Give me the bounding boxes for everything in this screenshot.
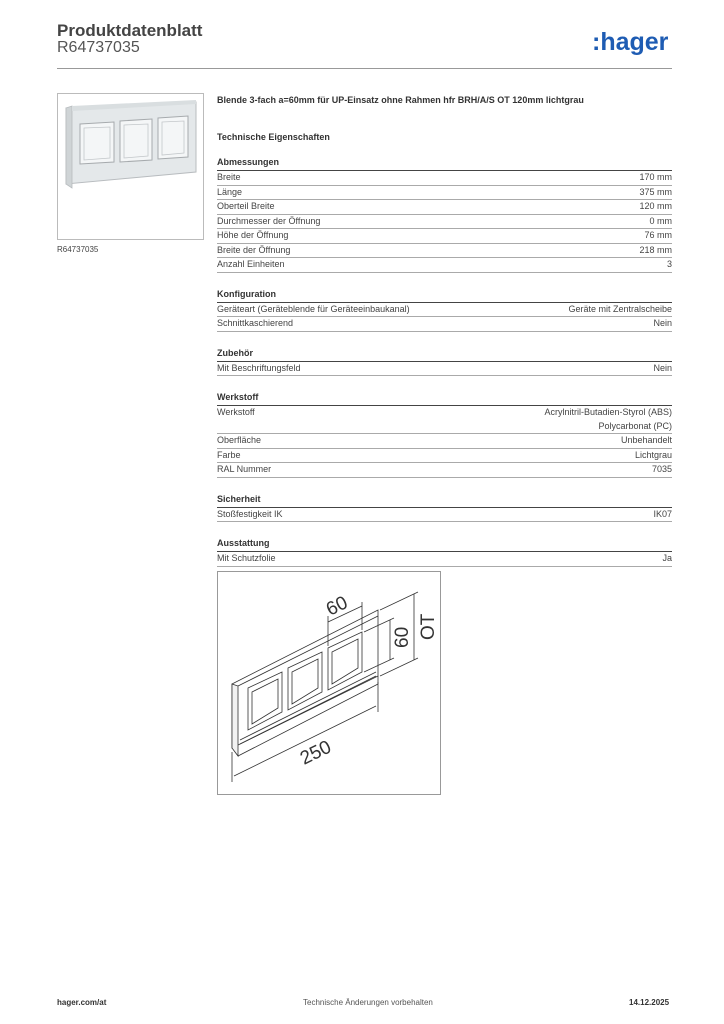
property-label: Breite	[217, 172, 241, 182]
property-value	[653, 508, 672, 522]
property-value-line: 76 mm	[644, 230, 672, 240]
thumbnail-caption: R64737035	[57, 245, 99, 254]
property-value-line: 218 mm	[639, 244, 672, 255]
property-value-line: IK07	[653, 508, 672, 519]
property-row	[217, 186, 672, 201]
property-value	[662, 552, 672, 566]
footer-date: 14.12.2025	[629, 998, 670, 1007]
property-value-line: Polycarbonat (PC)	[598, 420, 672, 431]
property-value-line: 375 mm	[639, 186, 672, 197]
property-sections	[217, 155, 672, 567]
property-label: Breite der Öffnung	[217, 244, 291, 255]
property-label: Höhe der Öffnung	[217, 230, 289, 240]
dimension-opening-height-label: 60	[392, 626, 413, 648]
property-value	[639, 200, 672, 214]
property-row	[217, 200, 672, 215]
property-value-line: Lichtgrau	[634, 449, 672, 460]
property-value-line: 3	[666, 259, 672, 269]
property-value-line: 170 mm	[639, 172, 672, 182]
property-row	[217, 406, 672, 434]
section-heading: Zubehör	[217, 347, 253, 358]
property-label: Länge	[217, 186, 243, 197]
property-row	[217, 258, 672, 273]
property-value-line: Nein	[653, 318, 672, 328]
property-label: Farbe	[217, 449, 241, 460]
property-row	[217, 449, 672, 464]
property-value	[644, 229, 672, 243]
section-heading: Werkstoff	[217, 392, 259, 402]
property-value-line: 120 mm	[639, 201, 672, 211]
logo-text: :hager	[592, 28, 669, 56]
property-value-line: Ja	[662, 553, 672, 563]
property-row	[217, 244, 672, 259]
footer-notice: Technische Änderungen vorbehalten	[303, 998, 433, 1007]
property-label: RAL Nummer	[217, 464, 272, 474]
property-row	[217, 362, 672, 377]
property-label: Mit Beschriftungsfeld	[217, 362, 301, 373]
section-heading: Konfiguration	[217, 288, 276, 299]
property-value-line: Geräte mit Zentralscheibe	[568, 303, 672, 314]
footer-website[interactable]: hager.com/at	[57, 998, 107, 1007]
property-row	[217, 434, 672, 449]
property-value	[635, 449, 672, 463]
property-value-line: Nein	[653, 362, 672, 373]
property-row	[217, 508, 672, 523]
header-divider	[57, 68, 672, 69]
property-value-line: 0 mm	[649, 215, 672, 226]
dimension-opening-width-label: 60	[322, 592, 352, 621]
document-title: Produktdatenblatt	[57, 21, 203, 40]
property-label: Durchmesser der Öffnung	[217, 215, 321, 226]
property-label: Schnittkaschierend	[217, 318, 294, 328]
section-heading: Ausstattung	[217, 538, 270, 548]
hager-logo	[590, 27, 680, 57]
property-value	[639, 186, 672, 200]
property-row	[217, 215, 672, 230]
property-value	[639, 171, 672, 185]
property-value	[653, 362, 672, 376]
section-heading: Sicherheit	[217, 493, 261, 504]
section-heading: Abmessungen	[217, 157, 280, 167]
property-value	[639, 244, 672, 258]
thumbnail-illustration	[58, 94, 203, 239]
property-value	[621, 434, 672, 448]
property-label: Stoßfestigkeit IK	[217, 508, 283, 519]
dimension-width-label: 250	[296, 736, 335, 770]
property-label: Mit Schutzfolie	[217, 553, 276, 563]
dimension-top-label: OT	[418, 613, 439, 640]
property-label: Anzahl Einheiten	[217, 259, 285, 269]
property-label: Geräteart (Geräteblende für Geräteeinbaukanal)	[217, 303, 410, 314]
property-value	[544, 406, 672, 433]
technical-properties-heading: Technische Eigenschaften	[217, 132, 330, 142]
property-value	[568, 303, 672, 317]
product-content	[217, 93, 672, 603]
property-value	[653, 317, 672, 331]
property-value	[667, 258, 672, 272]
product-thumbnail	[57, 93, 204, 240]
property-label: Werkstoff	[217, 407, 255, 417]
property-label: Oberteil Breite	[217, 201, 275, 211]
property-value-line: Unbehandelt	[620, 435, 672, 445]
technical-drawing	[218, 572, 440, 794]
article-number: R64737035	[57, 39, 140, 56]
property-row	[217, 229, 672, 244]
property-value	[650, 215, 673, 229]
property-row	[217, 303, 672, 318]
property-row	[217, 317, 672, 332]
property-value-line: 7035	[651, 464, 672, 474]
property-row	[217, 552, 672, 567]
property-value-line: Acrylnitril-Butadien-Styrol (ABS)	[544, 407, 672, 417]
property-row	[217, 463, 672, 478]
product-description: Blende 3-fach a=60mm für UP-Einsatz ohne Rahmen hfr BRH/A/S OT 120mm lichtgrau	[217, 95, 584, 105]
property-row	[217, 171, 672, 186]
dimension-drawing	[217, 571, 441, 795]
property-label: Oberfläche	[217, 435, 262, 445]
property-value	[652, 463, 672, 477]
